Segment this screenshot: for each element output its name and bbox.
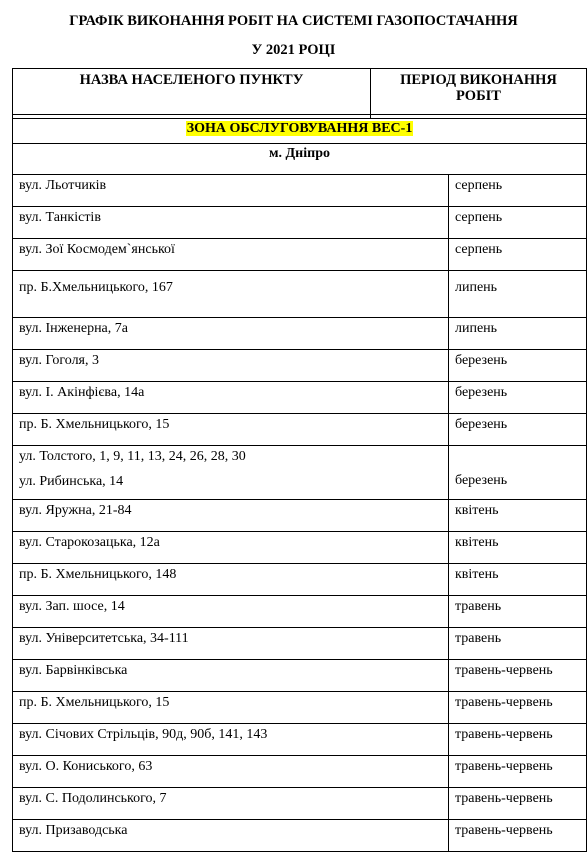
period-cell: травень-червень	[449, 692, 587, 724]
zone-row	[13, 115, 587, 144]
document-title: ГРАФІК ВИКОНАННЯ РОБІТ НА СИСТЕМІ ГАЗОПОСТАЧАННЯ	[69, 13, 518, 29]
location-cell: вул. Старокозацька, 12а	[13, 532, 449, 564]
period-cell: липень	[449, 271, 587, 318]
location-cell: пр. Б. Хмельницького, 15	[13, 414, 449, 446]
location-cell: пр. Б. Хмельницького, 148	[13, 564, 449, 596]
table-row	[13, 724, 587, 756]
period-cell: березень	[449, 382, 587, 414]
table-row	[13, 318, 587, 350]
period-cell	[449, 446, 587, 500]
period-cell: травень-червень	[449, 660, 587, 692]
location-cell: вул. Яружна, 21-84	[13, 500, 449, 532]
period-cell: травень	[449, 628, 587, 660]
table-row	[13, 820, 587, 852]
period-cell: березень	[449, 414, 587, 446]
table-row	[13, 596, 587, 628]
table-row	[13, 660, 587, 692]
table-row	[13, 532, 587, 564]
table-row	[13, 500, 587, 532]
header-location: НАЗВА НАСЕЛЕНОГО ПУНКТУ	[13, 69, 371, 119]
zone-label: ЗОНА ОБСЛУГОВУВАННЯ ВЕС-1	[186, 121, 413, 136]
table-row	[13, 756, 587, 788]
location-cell: вул. Зої Космодем`янської	[13, 239, 449, 271]
schedule-body	[12, 114, 587, 852]
table-row	[13, 271, 587, 318]
location-cell: вул. Барвінківська	[13, 660, 449, 692]
period-cell: травень	[449, 596, 587, 628]
location-cell: вул. І. Акінфієва, 14а	[13, 382, 449, 414]
table-row	[13, 382, 587, 414]
location-line-2: ул. Рибинська, 14	[19, 474, 124, 489]
schedule-table	[12, 68, 587, 119]
period-cell: квітень	[449, 500, 587, 532]
location-cell	[13, 446, 449, 500]
city-row	[13, 144, 587, 175]
location-cell: вул. Січових Стрільців, 90д, 90б, 141, 143	[13, 724, 449, 756]
period-cell: березень	[449, 350, 587, 382]
table-row	[13, 628, 587, 660]
period-value: березень	[455, 473, 508, 488]
table-row	[13, 350, 587, 382]
location-cell: вул. Інженерна, 7а	[13, 318, 449, 350]
location-cell: вул. Танкістів	[13, 207, 449, 239]
location-cell: вул. Зап. шосе, 14	[13, 596, 449, 628]
period-cell: травень-червень	[449, 756, 587, 788]
location-cell: вул. Призаводська	[13, 820, 449, 852]
location-cell: вул. С. Подолинського, 7	[13, 788, 449, 820]
table-row	[13, 414, 587, 446]
period-cell: квітень	[449, 532, 587, 564]
location-cell: вул. Льотчиків	[13, 175, 449, 207]
table-row	[13, 788, 587, 820]
location-cell: вул. Гоголя, 3	[13, 350, 449, 382]
location-cell: вул. Університетська, 34-111	[13, 628, 449, 660]
header-period-line1: ПЕРІОД ВИКОНАННЯ	[400, 72, 557, 88]
table-row	[13, 692, 587, 724]
city-label: м. Дніпро	[13, 144, 587, 175]
header-period	[371, 69, 587, 119]
period-cell: квітень	[449, 564, 587, 596]
period-cell: травень-червень	[449, 724, 587, 756]
period-cell: серпень	[449, 175, 587, 207]
table-row	[13, 175, 587, 207]
location-cell: вул. О. Кониського, 63	[13, 756, 449, 788]
header-period-line2: РОБІТ	[456, 88, 501, 104]
period-cell: серпень	[449, 207, 587, 239]
location-cell: пр. Б. Хмельницького, 15	[13, 692, 449, 724]
table-row	[13, 446, 587, 500]
table-row	[13, 239, 587, 271]
location-line-1: ул. Толстого, 1, 9, 11, 13, 24, 26, 28, 30	[19, 449, 246, 464]
location-cell: пр. Б.Хмельницького, 167	[13, 271, 449, 318]
document-subtitle: У 2021 РОЦІ	[251, 42, 336, 58]
period-cell: липень	[449, 318, 587, 350]
period-cell: травень-червень	[449, 788, 587, 820]
period-cell: серпень	[449, 239, 587, 271]
table-row	[13, 207, 587, 239]
period-cell: травень-червень	[449, 820, 587, 852]
table-header-row	[13, 69, 587, 119]
table-row	[13, 564, 587, 596]
